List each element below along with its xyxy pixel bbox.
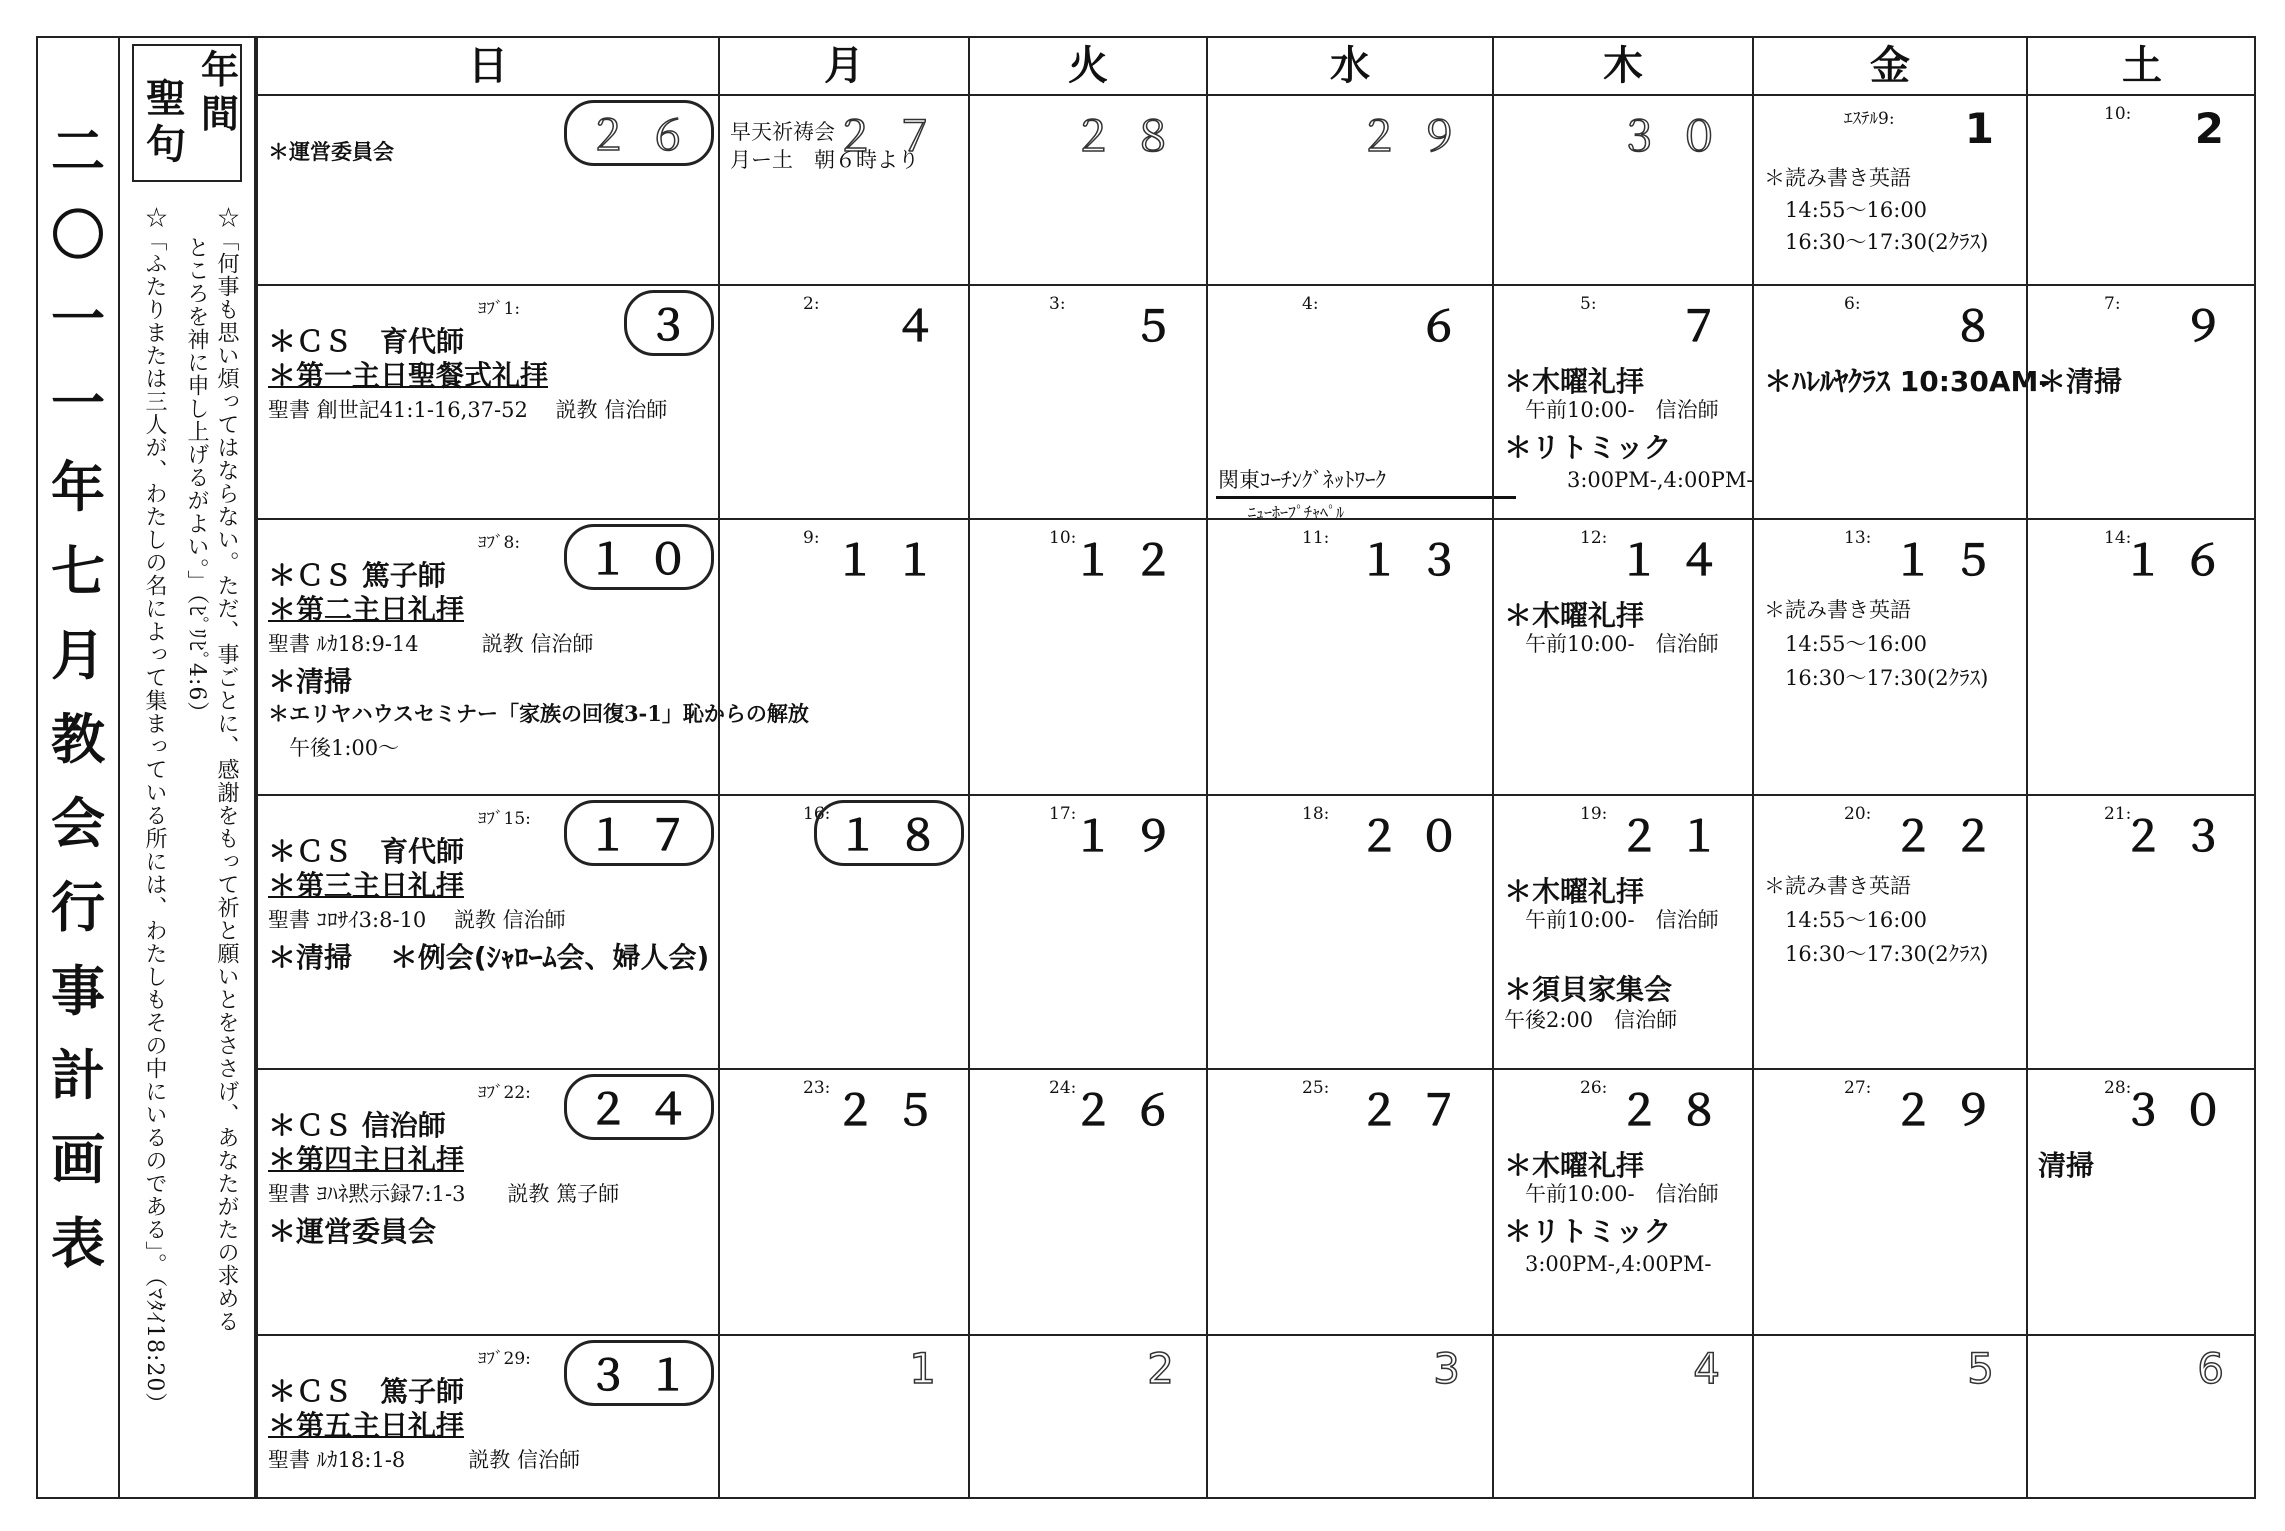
day-cell <box>1752 1336 2026 1499</box>
event-text: ＊木曜礼拝 <box>1504 599 1645 632</box>
day-cell <box>968 1070 1206 1336</box>
event-text: 午前10:00- 信治師 <box>1504 908 1719 932</box>
title-char: 事 <box>51 960 105 1023</box>
day-note-prefix: 5: <box>1580 294 1597 314</box>
day-number: 5 <box>1967 1344 2012 1393</box>
calendar-title <box>38 110 118 1286</box>
weekday-header: 月 <box>718 36 968 96</box>
day-number: ９ <box>2181 302 2242 351</box>
event-text: 聖書 ﾙｶ18:9-14 説教 信治師 <box>268 632 594 656</box>
title-char: 一 <box>51 372 105 435</box>
day-cell <box>1752 796 2026 1070</box>
day-cell <box>968 96 1206 286</box>
event-text: 聖書 ｺﾛｻｲ3:8-10 説教 信治師 <box>268 908 566 932</box>
day-number: ３０ <box>1617 112 1738 161</box>
title-char: 年 <box>51 456 105 519</box>
day-note-prefix: 3: <box>1049 294 1066 314</box>
month-grid <box>256 36 2256 1499</box>
event-text: ＊エリヤハウスセミナー「家族の回復3-1」恥からの解放 <box>268 701 809 726</box>
event-text: ＊ＣＳ 信治師 <box>268 1109 446 1142</box>
event-text: ＊ＣＳ 育代師 <box>268 325 465 358</box>
day-note-prefix: ﾖﾌﾞ29: <box>478 1349 531 1369</box>
day-cell <box>1492 286 1752 520</box>
day-note-prefix: 23: <box>803 1078 831 1098</box>
day-cell <box>256 96 718 286</box>
day-number: ６ <box>1417 302 1478 351</box>
day-cell <box>2026 286 2256 520</box>
day-cell <box>2026 520 2256 796</box>
title-char: 一 <box>51 288 105 351</box>
event-text: 14:55〜16:00 <box>1764 632 1928 656</box>
day-number: 1 <box>909 1344 954 1393</box>
event-text: 聖書 ﾖﾊﾈ黙示録7:1-3 説教 篤子師 <box>268 1182 620 1206</box>
title-char: 教 <box>51 708 105 771</box>
day-number: 4 <box>1693 1344 1738 1393</box>
day-number: １１ <box>833 536 954 585</box>
event-text: ＊清掃 <box>2038 365 2123 398</box>
day-note-prefix: 21: <box>2104 804 2132 824</box>
day-note-prefix: ﾖﾌﾞ1: <box>478 299 521 319</box>
day-cell <box>718 796 968 1070</box>
day-cell <box>718 1070 968 1336</box>
day-number: ２７ <box>1357 1086 1478 1135</box>
event-text: ＊リトミック <box>1504 1215 1672 1248</box>
day-note-prefix: 28: <box>2104 1078 2132 1098</box>
day-number: １７ <box>564 800 714 866</box>
day-number: ５ <box>1131 302 1192 351</box>
event-text: ＊運営委員会 <box>268 1215 437 1248</box>
title-char: 行 <box>51 876 105 939</box>
day-note-prefix: 19: <box>1580 804 1608 824</box>
event-text: 3:00PM-,4:00PM- <box>1504 1252 1712 1276</box>
day-note-prefix: 20: <box>1844 804 1872 824</box>
day-number: 2 <box>1147 1344 1192 1393</box>
weekday-header: 木 <box>1492 36 1752 96</box>
title-char: 表 <box>51 1212 105 1275</box>
day-cell <box>2026 1070 2256 1336</box>
day-number: ２０ <box>1357 812 1478 861</box>
day-number: ３１ <box>564 1340 714 1406</box>
title-char: 画 <box>51 1128 105 1191</box>
event-text: 午前10:00- 信治師 <box>1504 1182 1719 1206</box>
day-cell <box>718 520 968 796</box>
event-text: ＊リトミック <box>1504 431 1672 464</box>
day-cell <box>1492 796 1752 1070</box>
day-number: ８ <box>1951 302 2012 351</box>
day-number: １５ <box>1891 536 2012 585</box>
day-note-prefix: 9: <box>803 528 820 548</box>
day-number: ４ <box>893 302 954 351</box>
day-number: ２９ <box>1891 1086 2012 1135</box>
verse-line-2: ところを神に申し上げるがよい。」（ﾋﾟﾘﾋﾟ4:6） <box>184 236 209 725</box>
day-cell <box>718 286 968 520</box>
event-text: ＊読み書き英語 <box>1764 598 1911 622</box>
divider-line <box>118 36 120 1499</box>
day-number: ２８ <box>1617 1086 1738 1135</box>
day-number: ２９ <box>1357 112 1478 161</box>
day-note-prefix: 6: <box>1844 294 1861 314</box>
event-text: 16:30〜17:30(2ｸﾗｽ) <box>1764 230 1989 254</box>
event-underline <box>1216 496 1516 499</box>
day-cell <box>1206 796 1492 1070</box>
day-number: ２６ <box>1071 1086 1192 1135</box>
day-cell <box>718 96 968 286</box>
event-text: ＊第一主日聖餐式礼拝 <box>268 359 549 392</box>
event-text: 清掃 <box>2038 1149 2095 1182</box>
day-cell <box>968 520 1206 796</box>
event-text: ＊ＣＳ 育代師 <box>268 835 465 868</box>
event-text: ＊須貝家集会 <box>1504 973 1673 1006</box>
day-cell <box>256 520 809 796</box>
day-cell <box>1206 1070 1492 1336</box>
weekday-header: 金 <box>1752 36 2026 96</box>
day-number: １８ <box>814 800 964 866</box>
title-char: 〇 <box>51 204 105 267</box>
day-cell <box>2026 796 2256 1070</box>
day-number: １４ <box>1617 536 1738 585</box>
event-text: ＊読み書き英語 <box>1764 166 1911 190</box>
event-text: ＊清掃 <box>268 665 353 698</box>
day-cell <box>1752 520 2026 796</box>
day-number: 3 <box>1433 1344 1478 1393</box>
day-number: 2 <box>2194 104 2242 153</box>
day-cell <box>256 796 718 1070</box>
verse-line-1: ☆「何事も思い煩ってはならない。ただ、事ごとに、感謝をもって祈と願いとをささげ、あなたがたの求める <box>214 206 239 1333</box>
event-text: ＊読み書き英語 <box>1764 874 1911 898</box>
verse-line-3: ☆「ふたりまたは三人が、わたしの名によって集まっている所には、わたしもその中にいるのである」。（ﾏﾀｲ18:20） <box>142 206 167 1416</box>
title-char: 計 <box>51 1044 105 1107</box>
event-text: ＊木曜礼拝 <box>1504 365 1645 398</box>
event-text: 16:30〜17:30(2ｸﾗｽ) <box>1764 942 1989 966</box>
event-text: ＊ﾊﾚﾙﾔｸﾗｽ 10:30AM- <box>1764 365 2051 398</box>
event-text: 午前10:00- 信治師 <box>1504 398 1719 422</box>
day-note-prefix: 10: <box>1049 528 1077 548</box>
verse-holy-label: 聖句 <box>146 76 186 168</box>
day-note-prefix: 13: <box>1844 528 1872 548</box>
day-note-prefix: ﾖﾌﾞ22: <box>478 1083 531 1103</box>
day-cell <box>1206 286 1492 520</box>
event-text: ＊清掃 ＊例会(ｼｬﾛｰﾑ会、婦人会) <box>268 941 710 974</box>
day-cell <box>256 286 718 520</box>
day-number: ２７ <box>833 112 954 161</box>
day-note-prefix: 12: <box>1580 528 1608 548</box>
day-note-prefix: ﾖﾌﾞ15: <box>478 809 531 829</box>
day-number: １６ <box>2121 536 2242 585</box>
event-text: ＊第五主日礼拝 <box>268 1409 465 1442</box>
day-cell <box>718 1336 968 1499</box>
weekday-header: 水 <box>1206 36 1492 96</box>
day-number: ２４ <box>564 1074 714 1140</box>
event-text: ﾆｭｰﾎｰﾌﾟﾁｬﾍﾟﾙ <box>1248 503 1345 522</box>
day-note-prefix: 16: <box>803 804 831 824</box>
day-note-prefix: 4: <box>1302 294 1319 314</box>
day-cell <box>968 796 1206 1070</box>
event-text: ＊ＣＳ 篤子師 <box>268 559 446 592</box>
day-cell <box>1492 520 1752 796</box>
event-text: 聖書 ﾙｶ18:1-8 説教 信治師 <box>268 1448 580 1472</box>
day-note-prefix: ﾖﾌﾞ8: <box>478 533 521 553</box>
event-text: 月ー土 朝６時より <box>730 148 919 172</box>
event-text: 14:55〜16:00 <box>1764 908 1928 932</box>
day-number: 1 <box>1964 104 2012 153</box>
event-text: ＊ＣＳ 篤子師 <box>268 1375 465 1408</box>
day-cell <box>1492 96 1752 286</box>
weekday-header: 土 <box>2026 36 2256 96</box>
day-cell <box>2026 1336 2256 1499</box>
day-cell <box>1492 1070 1752 1336</box>
weekday-header: 日 <box>256 36 718 96</box>
verse-header-box <box>132 44 242 182</box>
event-text: ＊第二主日礼拝 <box>268 593 465 626</box>
day-cell <box>1752 286 2051 520</box>
day-number: ３０ <box>2121 1086 2242 1135</box>
day-cell <box>1206 520 1492 796</box>
day-note-prefix: 26: <box>1580 1078 1608 1098</box>
day-cell <box>1752 96 2026 286</box>
day-note-prefix: 11: <box>1302 528 1330 548</box>
day-note-prefix: 24: <box>1049 1078 1077 1098</box>
day-note-prefix: 25: <box>1302 1078 1330 1098</box>
day-number: ２３ <box>2121 812 2242 861</box>
event-text: ＊木曜礼拝 <box>1504 1149 1645 1182</box>
day-number: １３ <box>1357 536 1478 585</box>
title-char: 二 <box>51 120 105 183</box>
event-text: 3:00PM-,4:00PM- <box>1504 468 1754 492</box>
day-number: １９ <box>1071 812 1192 861</box>
title-char: 七 <box>51 540 105 603</box>
event-text: ＊第四主日礼拝 <box>268 1143 465 1176</box>
event-text: 14:55〜16:00 <box>1764 198 1928 222</box>
event-text: 午後1:00〜 <box>268 736 400 760</box>
day-number: １２ <box>1071 536 1192 585</box>
day-number: 6 <box>2197 1344 2242 1393</box>
day-number: ２１ <box>1617 812 1738 861</box>
day-number: １０ <box>564 524 714 590</box>
day-number: ２８ <box>1071 112 1192 161</box>
event-text: ＊第三主日礼拝 <box>268 869 465 902</box>
weekday-header: 火 <box>968 36 1206 96</box>
day-number: ７ <box>1677 302 1738 351</box>
event-text: 午後2:00 信治師 <box>1504 1008 1678 1032</box>
day-cell <box>968 1336 1206 1499</box>
day-note-prefix: ｴｽﾃﾙ9: <box>1844 109 1895 129</box>
day-cell <box>1206 1336 1492 1499</box>
event-text: 関東ｺｰﾁﾝｸﾞﾈｯﾄﾜｰｸ <box>1218 468 1386 492</box>
day-cell <box>1206 96 1492 286</box>
day-cell <box>256 1336 718 1499</box>
event-text: 16:30〜17:30(2ｸﾗｽ) <box>1764 666 1989 690</box>
day-note-prefix: 10: <box>2104 104 2132 124</box>
day-number: ２６ <box>564 100 714 166</box>
event-text: 聖書 創世記41:1-16,37-52 説教 信治師 <box>268 398 668 422</box>
title-char: 月 <box>51 624 105 687</box>
title-char: 会 <box>51 792 105 855</box>
day-cell <box>1492 1336 1752 1499</box>
day-number: ３ <box>624 290 714 356</box>
day-number: ２２ <box>1891 812 2012 861</box>
day-note-prefix: 2: <box>803 294 820 314</box>
event-text: ＊木曜礼拝 <box>1504 875 1645 908</box>
day-note-prefix: 14: <box>2104 528 2132 548</box>
day-cell <box>256 1070 718 1336</box>
day-cell <box>968 286 1206 520</box>
event-text: 早天祈祷会 <box>730 120 835 144</box>
event-text: ＊運営委員会 <box>268 139 394 164</box>
verse-year-label: 年間 <box>200 48 239 136</box>
day-number: ２５ <box>833 1086 954 1135</box>
day-note-prefix: 18: <box>1302 804 1330 824</box>
day-note-prefix: 27: <box>1844 1078 1872 1098</box>
day-cell <box>2026 96 2256 286</box>
day-cell <box>1752 1070 2026 1336</box>
event-text: 午前10:00- 信治師 <box>1504 632 1719 656</box>
day-note-prefix: 17: <box>1049 804 1077 824</box>
day-note-prefix: 7: <box>2104 294 2121 314</box>
